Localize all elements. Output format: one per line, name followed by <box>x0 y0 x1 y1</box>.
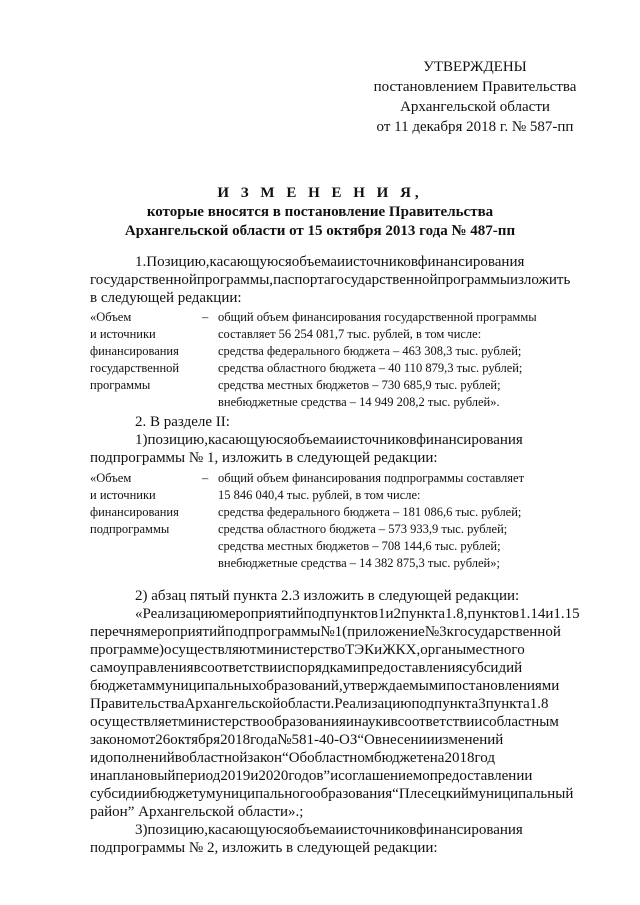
word: касающуюся <box>209 254 292 270</box>
table-dash: – <box>202 471 209 485</box>
approval-line: УТВЕРЖДЕНЫ <box>423 59 527 75</box>
text-line: район” Архангельской области».; <box>90 804 304 820</box>
word: бюджете <box>374 750 430 766</box>
word: Архангельской <box>184 696 281 712</box>
funding-table-2 <box>90 470 600 572</box>
text-line <box>90 767 600 785</box>
word: от <box>141 732 156 748</box>
value-line: средства местных бюджетов – 730 685,9 тыс. рублей; <box>218 378 501 392</box>
word: в <box>390 714 398 730</box>
label-line: финансирования <box>90 505 179 519</box>
table-label <box>90 309 200 394</box>
word: позицию, <box>147 432 208 448</box>
word: 2018 <box>220 732 251 748</box>
text-line: 2. В разделе II: <box>135 414 230 430</box>
text-line <box>90 821 600 839</box>
label-line: подпрограммы <box>90 522 170 536</box>
paragraph-2 <box>90 413 600 467</box>
approval-line: от 11 декабря 2018 г. № 587-пп <box>376 119 574 135</box>
word: муниципальных <box>155 678 259 694</box>
word: 1 <box>377 606 386 622</box>
word: 3) <box>135 822 148 838</box>
word: объема <box>291 254 338 270</box>
word: финансирования <box>416 432 523 448</box>
word: мероприятий <box>219 606 304 622</box>
approval-stamp <box>360 57 590 137</box>
word: в <box>193 660 201 676</box>
word: пунктов <box>467 606 520 622</box>
text-line: подпрограммы № 1, изложить в следующей редакции: <box>90 450 438 466</box>
funding-table-1 <box>90 309 600 411</box>
word: бюджету <box>149 786 206 802</box>
text-line <box>90 431 600 449</box>
value-line: 15 846 040,4 тыс. рублей, в том числе: <box>218 488 421 502</box>
word: период <box>175 768 221 784</box>
text-line: в следующей редакции: <box>90 290 242 306</box>
word: и <box>374 642 383 658</box>
word: и <box>330 768 339 784</box>
word: изменений <box>434 732 504 748</box>
label-line: программы <box>90 378 151 392</box>
word: в <box>174 750 182 766</box>
word: 1.8, <box>445 606 468 622</box>
word: программы, <box>196 272 274 288</box>
word: подпункта <box>411 696 479 712</box>
word: внесении <box>374 732 435 748</box>
word: областным <box>489 714 559 730</box>
word: и <box>250 768 259 784</box>
word: дополнений <box>98 750 175 766</box>
word: и <box>335 432 344 448</box>
text-line <box>90 785 600 803</box>
word: соответствии <box>200 660 286 676</box>
word: год <box>474 750 495 766</box>
word: министерство <box>256 642 346 658</box>
word: финансирования <box>416 822 523 838</box>
word: № <box>277 732 292 748</box>
word: осуществляют <box>163 642 257 658</box>
text-line <box>90 695 600 713</box>
word: субсидии <box>90 786 150 802</box>
value-line: общий объем финансирования подпрограммы составляет <box>218 471 525 485</box>
word: с <box>482 714 490 730</box>
word: № <box>320 624 335 640</box>
word: изложить <box>509 272 571 288</box>
text-line <box>90 605 600 623</box>
word: подпрограммы <box>225 624 321 640</box>
word: субсидий <box>462 660 523 676</box>
word: 1) <box>135 432 148 448</box>
word: пункта <box>485 696 530 712</box>
table-dash: – <box>202 310 209 324</box>
word: предоставления <box>360 660 463 676</box>
document-subheading: Архангельской области от 15 октября 2013 года № 487-пп <box>124 223 516 239</box>
word: утверждаемыми <box>342 678 447 694</box>
word: муниципальный <box>469 786 574 802</box>
word: мероприятий <box>140 624 226 640</box>
value-line: внебюджетные средства – 14 949 208,2 тыс. рублей». <box>218 395 500 409</box>
word: ЖКХ, <box>382 642 421 658</box>
word: № <box>424 624 440 640</box>
word: муниципального <box>205 786 314 802</box>
word: программе) <box>90 642 164 658</box>
word: 2019 <box>220 768 251 784</box>
word: касающуюся <box>208 822 291 838</box>
word: 1.15 <box>553 606 580 622</box>
word: бюджетам <box>90 678 156 694</box>
word: “Плесецкий <box>392 786 470 802</box>
text-line <box>90 731 600 749</box>
word: плановый <box>112 768 176 784</box>
word: и <box>385 606 394 622</box>
word: на <box>429 750 445 766</box>
word: года <box>250 732 278 748</box>
word: соответствии <box>397 714 483 730</box>
word: 1.8 <box>529 696 549 712</box>
word: 2 <box>393 606 401 622</box>
paragraph-3 <box>90 587 600 857</box>
word: подпунктов <box>303 606 378 622</box>
word: образования <box>313 786 393 802</box>
word: и <box>90 750 99 766</box>
word: предоставлении <box>429 768 533 784</box>
word: законом <box>90 732 142 748</box>
table-label <box>90 470 200 538</box>
word: с <box>285 660 293 676</box>
word: источников <box>343 822 417 838</box>
word: органы <box>420 642 467 658</box>
word: финансирования <box>417 254 525 270</box>
approval-line: постановлением Правительства <box>373 79 577 95</box>
word: закон <box>247 750 283 766</box>
text-line <box>90 677 600 695</box>
word: источников <box>343 432 417 448</box>
word: касающуюся <box>208 432 291 448</box>
word: 1 <box>334 624 343 640</box>
word: и <box>545 606 554 622</box>
word: 3 <box>478 696 486 712</box>
label-line: «Объем <box>90 310 132 324</box>
word: 1. <box>135 254 147 270</box>
word: 2018 <box>444 750 475 766</box>
word: областном <box>307 750 375 766</box>
label-line: государственной <box>90 361 180 375</box>
word: самоуправления <box>90 660 194 676</box>
word: и <box>90 768 99 784</box>
word: о <box>422 768 430 784</box>
word: 2020 <box>258 768 289 784</box>
approval-line: Архангельской области <box>400 99 550 115</box>
value-line: средства федерального бюджета – 463 308,3 тыс. рублей; <box>218 344 522 358</box>
text-line <box>90 641 600 659</box>
word: позицию, <box>147 822 208 838</box>
word: Позицию, <box>146 254 210 270</box>
word: осуществляет <box>90 714 179 730</box>
word: 1.14 <box>519 606 546 622</box>
text-line: 2) абзац пятый пункта 2.3 изложить в следующей редакции: <box>135 588 520 604</box>
value-line: внебюджетные средства – 14 382 875,3 тыс. рублей»; <box>218 556 500 570</box>
word: Реализацию <box>334 696 412 712</box>
label-line: и источники <box>90 488 156 502</box>
label-line: «Объем <box>90 471 132 485</box>
text-line <box>90 623 600 641</box>
value-line: средства областного бюджета – 573 933,9 тыс. рублей; <box>218 522 508 536</box>
value-line: составляет 56 254 081,7 тыс. рублей, в том числе: <box>218 327 482 341</box>
word: и <box>337 254 346 270</box>
word: паспорта <box>273 272 331 288</box>
word: на <box>98 768 113 784</box>
table-values <box>218 470 598 572</box>
label-line: финансирования <box>90 344 179 358</box>
word: науки <box>353 714 391 730</box>
word: Правительства <box>90 696 185 712</box>
word: объема <box>290 432 336 448</box>
text-line <box>90 271 600 289</box>
text-line <box>90 749 600 767</box>
word: образования <box>266 714 346 730</box>
label-line: и источники <box>90 327 156 341</box>
text-line <box>90 713 600 731</box>
paragraph-1 <box>90 253 600 307</box>
word: области. <box>280 696 335 712</box>
text-line <box>90 659 600 677</box>
word: к <box>446 624 454 640</box>
word: государственной <box>90 272 197 288</box>
word: источников <box>345 254 418 270</box>
word: “О <box>357 732 375 748</box>
table-values <box>218 309 598 411</box>
word: “Об <box>282 750 308 766</box>
word: государственной <box>453 624 561 640</box>
word: годов” <box>288 768 331 784</box>
value-line: средства местных бюджетов – 708 144,6 тыс. рублей; <box>218 539 501 553</box>
word: и <box>335 822 344 838</box>
value-line: средства областного бюджета – 40 110 879,3 тыс. рублей; <box>218 361 523 375</box>
text-line: подпрограммы № 2, изложить в следующей редакции: <box>90 840 438 856</box>
word: объема <box>290 822 336 838</box>
word: (приложение <box>342 624 425 640</box>
word: «Реализацию <box>135 606 220 622</box>
word: постановлениями <box>446 678 560 694</box>
word: местного <box>466 642 525 658</box>
value-line: общий объем финансирования государственной программы <box>218 310 537 324</box>
word: перечня <box>90 624 141 640</box>
value-line: средства федерального бюджета – 181 086,6 тыс. рублей; <box>218 505 522 519</box>
word: министерство <box>178 714 267 730</box>
word: и <box>345 714 354 730</box>
document-heading: И З М Е Н Е Н И Я, <box>217 185 423 201</box>
word: соглашением <box>338 768 423 784</box>
text-line <box>90 253 600 271</box>
word: 3 <box>439 624 447 640</box>
word: областной <box>181 750 248 766</box>
word: программы <box>437 272 510 288</box>
document-subheading: которые вносятся в постановление Правительства <box>146 204 494 220</box>
word: образований, <box>258 678 343 694</box>
word: октября <box>170 732 221 748</box>
word: 581-40-ОЗ <box>291 732 358 748</box>
word: ТЭК <box>345 642 375 658</box>
word: государственной <box>330 272 438 288</box>
word: 26 <box>155 732 171 748</box>
word: порядками <box>292 660 361 676</box>
word: пункта <box>401 606 446 622</box>
